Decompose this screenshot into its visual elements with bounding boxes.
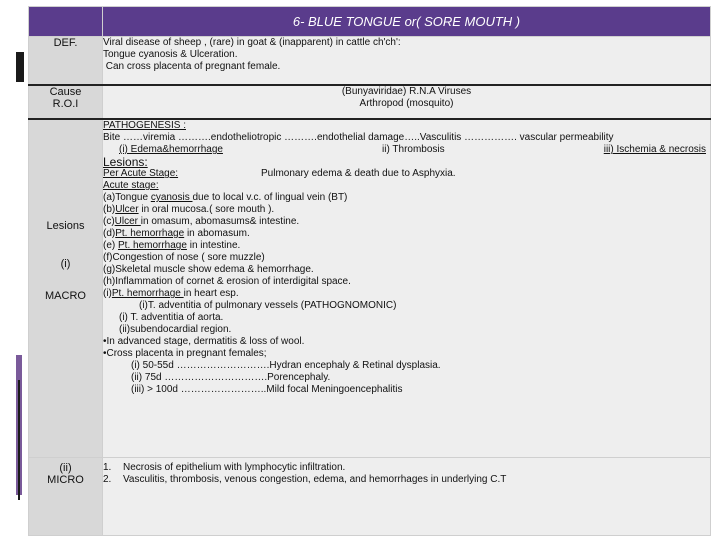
per-acute-label: Per Acute Stage: [103, 168, 179, 180]
acute-label: Acute stage: [103, 180, 159, 192]
acute-item: (i)Pt. hemorrhage in heart esp. [103, 288, 239, 300]
macro-label: MACRO [45, 290, 86, 303]
def-line: Viral disease of sheep , (rare) in goat & (inapparent) in cattle ch'ch': [103, 37, 401, 49]
micro-cell [103, 457, 711, 535]
pathogenesis-title: PATHOGENESIS : [103, 120, 186, 132]
lesions-label: Lesions [46, 220, 85, 233]
lesions-label-cell [29, 119, 103, 457]
decorative-black-bar [16, 52, 24, 82]
def-line: Tongue cyanosis & Ulceration. [103, 49, 238, 61]
decorative-black-line [18, 380, 20, 500]
cross-item: (i) 50-55d ……………………….Hydran encephaly & Retinal dysplasia. [131, 360, 441, 372]
acute-item: (a)Tongue cyanosis due to local v.c. of lingual vein (BT) [103, 192, 348, 204]
micro-label-cell [29, 457, 103, 535]
acute-item: (e) Pt. hemorrhage in intestine. [103, 240, 241, 252]
path-result: iii) Ischemia & necrosis [603, 144, 706, 156]
micro-label: MICRO [47, 473, 84, 486]
micro-item: 1. Necrosis of epithelium with lymphocytic infiltration. [103, 461, 346, 473]
cross-item: (ii) 75d ………………………….Porencephaly. [131, 372, 331, 384]
heart-sub-item: (i) T. adventitia of aorta. [119, 312, 224, 324]
cause-cell [103, 85, 711, 119]
heart-sub-item: (ii)subendocardial region. [119, 324, 232, 336]
acute-item: (g)Skeletal muscle show edema & hemorrhage. [103, 264, 314, 276]
advanced-stage: •In advanced stage, dermatitis & loss of wool. [103, 336, 305, 348]
cause-virus: (Bunyaviridae) R.N.A Viruses [341, 85, 472, 97]
page-title: 6- BLUE TONGUE or( SORE MOUTH ) [103, 7, 711, 37]
heart-sub-item: (i)T. adventitia of pulmonary vessels (PATHOGNOMONIC) [139, 300, 397, 312]
cause-label: Cause [49, 85, 82, 98]
roi-label: R.O.I [52, 97, 79, 110]
cause-vector: Arthropod (mosquito) [359, 97, 454, 109]
per-acute-row [103, 168, 710, 180]
path-result: ii) Thrombosis [382, 144, 445, 156]
cross-item: (iii) > 100d ……………………..Mild focal Meningoencephalitis [131, 384, 403, 396]
definition-cell [103, 37, 711, 85]
micro-ii-label: (ii) [59, 461, 72, 474]
acute-item: (f)Congestion of nose ( sore muzzle) [103, 252, 265, 264]
per-acute-text: Pulmonary edema & death due to Asphyxia. [261, 168, 456, 180]
acute-item: (c)Ulcer in omasum, abomasums& intestine. [103, 216, 300, 228]
pathogenesis-line: Bite ……viremia ……….endotheliotropic ……….endothelial damage…..Vasculitis ……………. vascular permeability [103, 132, 614, 144]
acute-item: (d)Pt. hemorrhage in abomasum. [103, 228, 250, 240]
title-left-cell [29, 7, 103, 37]
lesions-cell [103, 119, 711, 457]
acute-item: (h)Inflammation of cornet & erosion of interdigital space. [103, 276, 351, 288]
cross-placenta: •Cross placenta in pregnant females; [103, 348, 267, 360]
micro-item: 2. Vasculitis, thrombosis, venous congestion, edema, and hemorrhages in underlying C.T [103, 473, 507, 485]
lesions-i-label: (i) [60, 258, 71, 271]
def-label: DEF. [29, 37, 103, 85]
acute-item: (b)Ulcer in oral mucosa.( sore mouth ). [103, 204, 275, 216]
blue-tongue-table [28, 6, 711, 536]
lesions-heading: Lesions: [103, 155, 148, 170]
def-line: Can cross placenta of pregnant female. [103, 61, 281, 73]
pathogenesis-results [103, 144, 710, 156]
cause-label-cell [29, 85, 103, 119]
path-result: (i) Edema&hemorrhage [119, 144, 223, 156]
